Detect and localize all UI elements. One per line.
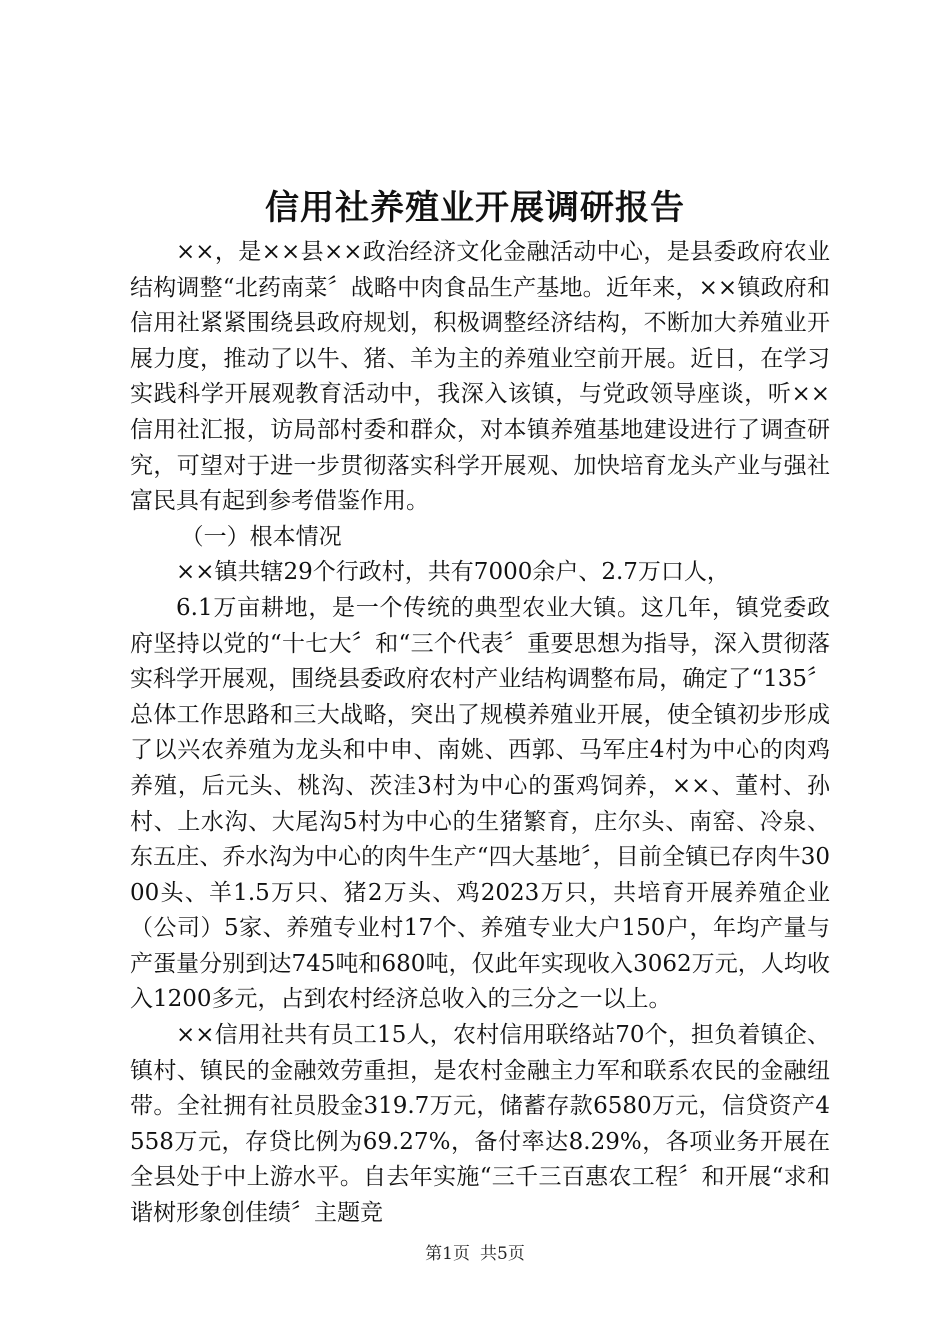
body-paragraph: ××信用社共有员工15人，农村信用联络站70个，担负着镇企、镇村、镇民的金融效劳重担，是农村金融主力军和联系农民的金融纽带。全社拥有社员股金319.7万元，储蓄存款6580万元，信贷资产4558万元，存贷比例为69.27%，备付率达8.29%，各项业务开展在全县处于中上游水平。自去年实施“三千三百惠农工程〞和开展“求和谐树形象创佳绩〞主题竞 xyxy=(130,1022,830,1227)
intro-paragraph: ××，是××县××政治经济文化金融活动中心，是县委政府农业结构调整“北药南菜〞战略中肉食品生产基地。近年来，××镇政府和信用社紧紧围绕县政府规划，积极调整经济结构，不断加大养殖业开展力度，推动了以牛、猪、羊为主的养殖业空前开展。近日，在学习实践科学开展观教育活动中，我深入该镇，与党政领导座谈，听××信用社汇报，访局部村委和群众，对本镇养殖基地建设进行了调查研究，可望对于进一步贯彻落实科学开展观、加快培育龙头产业与强社富民具有起到参考借鉴作用。 xyxy=(130,239,830,515)
document-body xyxy=(130,235,830,1232)
body-paragraph: ××镇共辖29个行政村，共有7000余户、2.7万口人， xyxy=(176,559,730,586)
page-footer xyxy=(0,1242,950,1266)
document-title: 信用社养殖业开展调研报告 xyxy=(265,188,685,228)
page-total: 共5页 xyxy=(480,1244,525,1264)
page-number: 第1页 xyxy=(425,1244,470,1264)
section-heading: （一）根本情况 xyxy=(180,523,342,550)
body-paragraph: 6.1万亩耕地，是一个传统的典型农业大镇。这几年，镇党委政府坚持以党的“十七大〞和“三个代表〞重要思想为指导，深入贯彻落实科学开展观，围绕县委政府农村产业结构调整布局，确定了“135〞总体工作思路和三大战略，突出了规模养殖业开展，使全镇初步形成了以兴农养殖为龙头和中申、南姚、西郭、马军庄4村为中心的肉鸡养殖，后元头、桃沟、茨洼3村为中心的蛋鸡饲养，××、董村、孙村、上水沟、大尾沟5村为中心的生猪繁育，庄尔头、南窑、冷泉、东五庄、乔水沟为中心的肉牛生产“四大基地〞，目前全镇已存肉牛3000头、羊1.5万只、猪2万头、鸡2023万只，共培育开展养殖企业（公司）5家、养殖专业村17个、养殖专业大户150户，年均产量与产蛋量分别到达745吨和680吨，仅此年实现收入3062万元，人均收入1200多元，占到农村经济总收入的三分之一以上。 xyxy=(130,594,830,1013)
